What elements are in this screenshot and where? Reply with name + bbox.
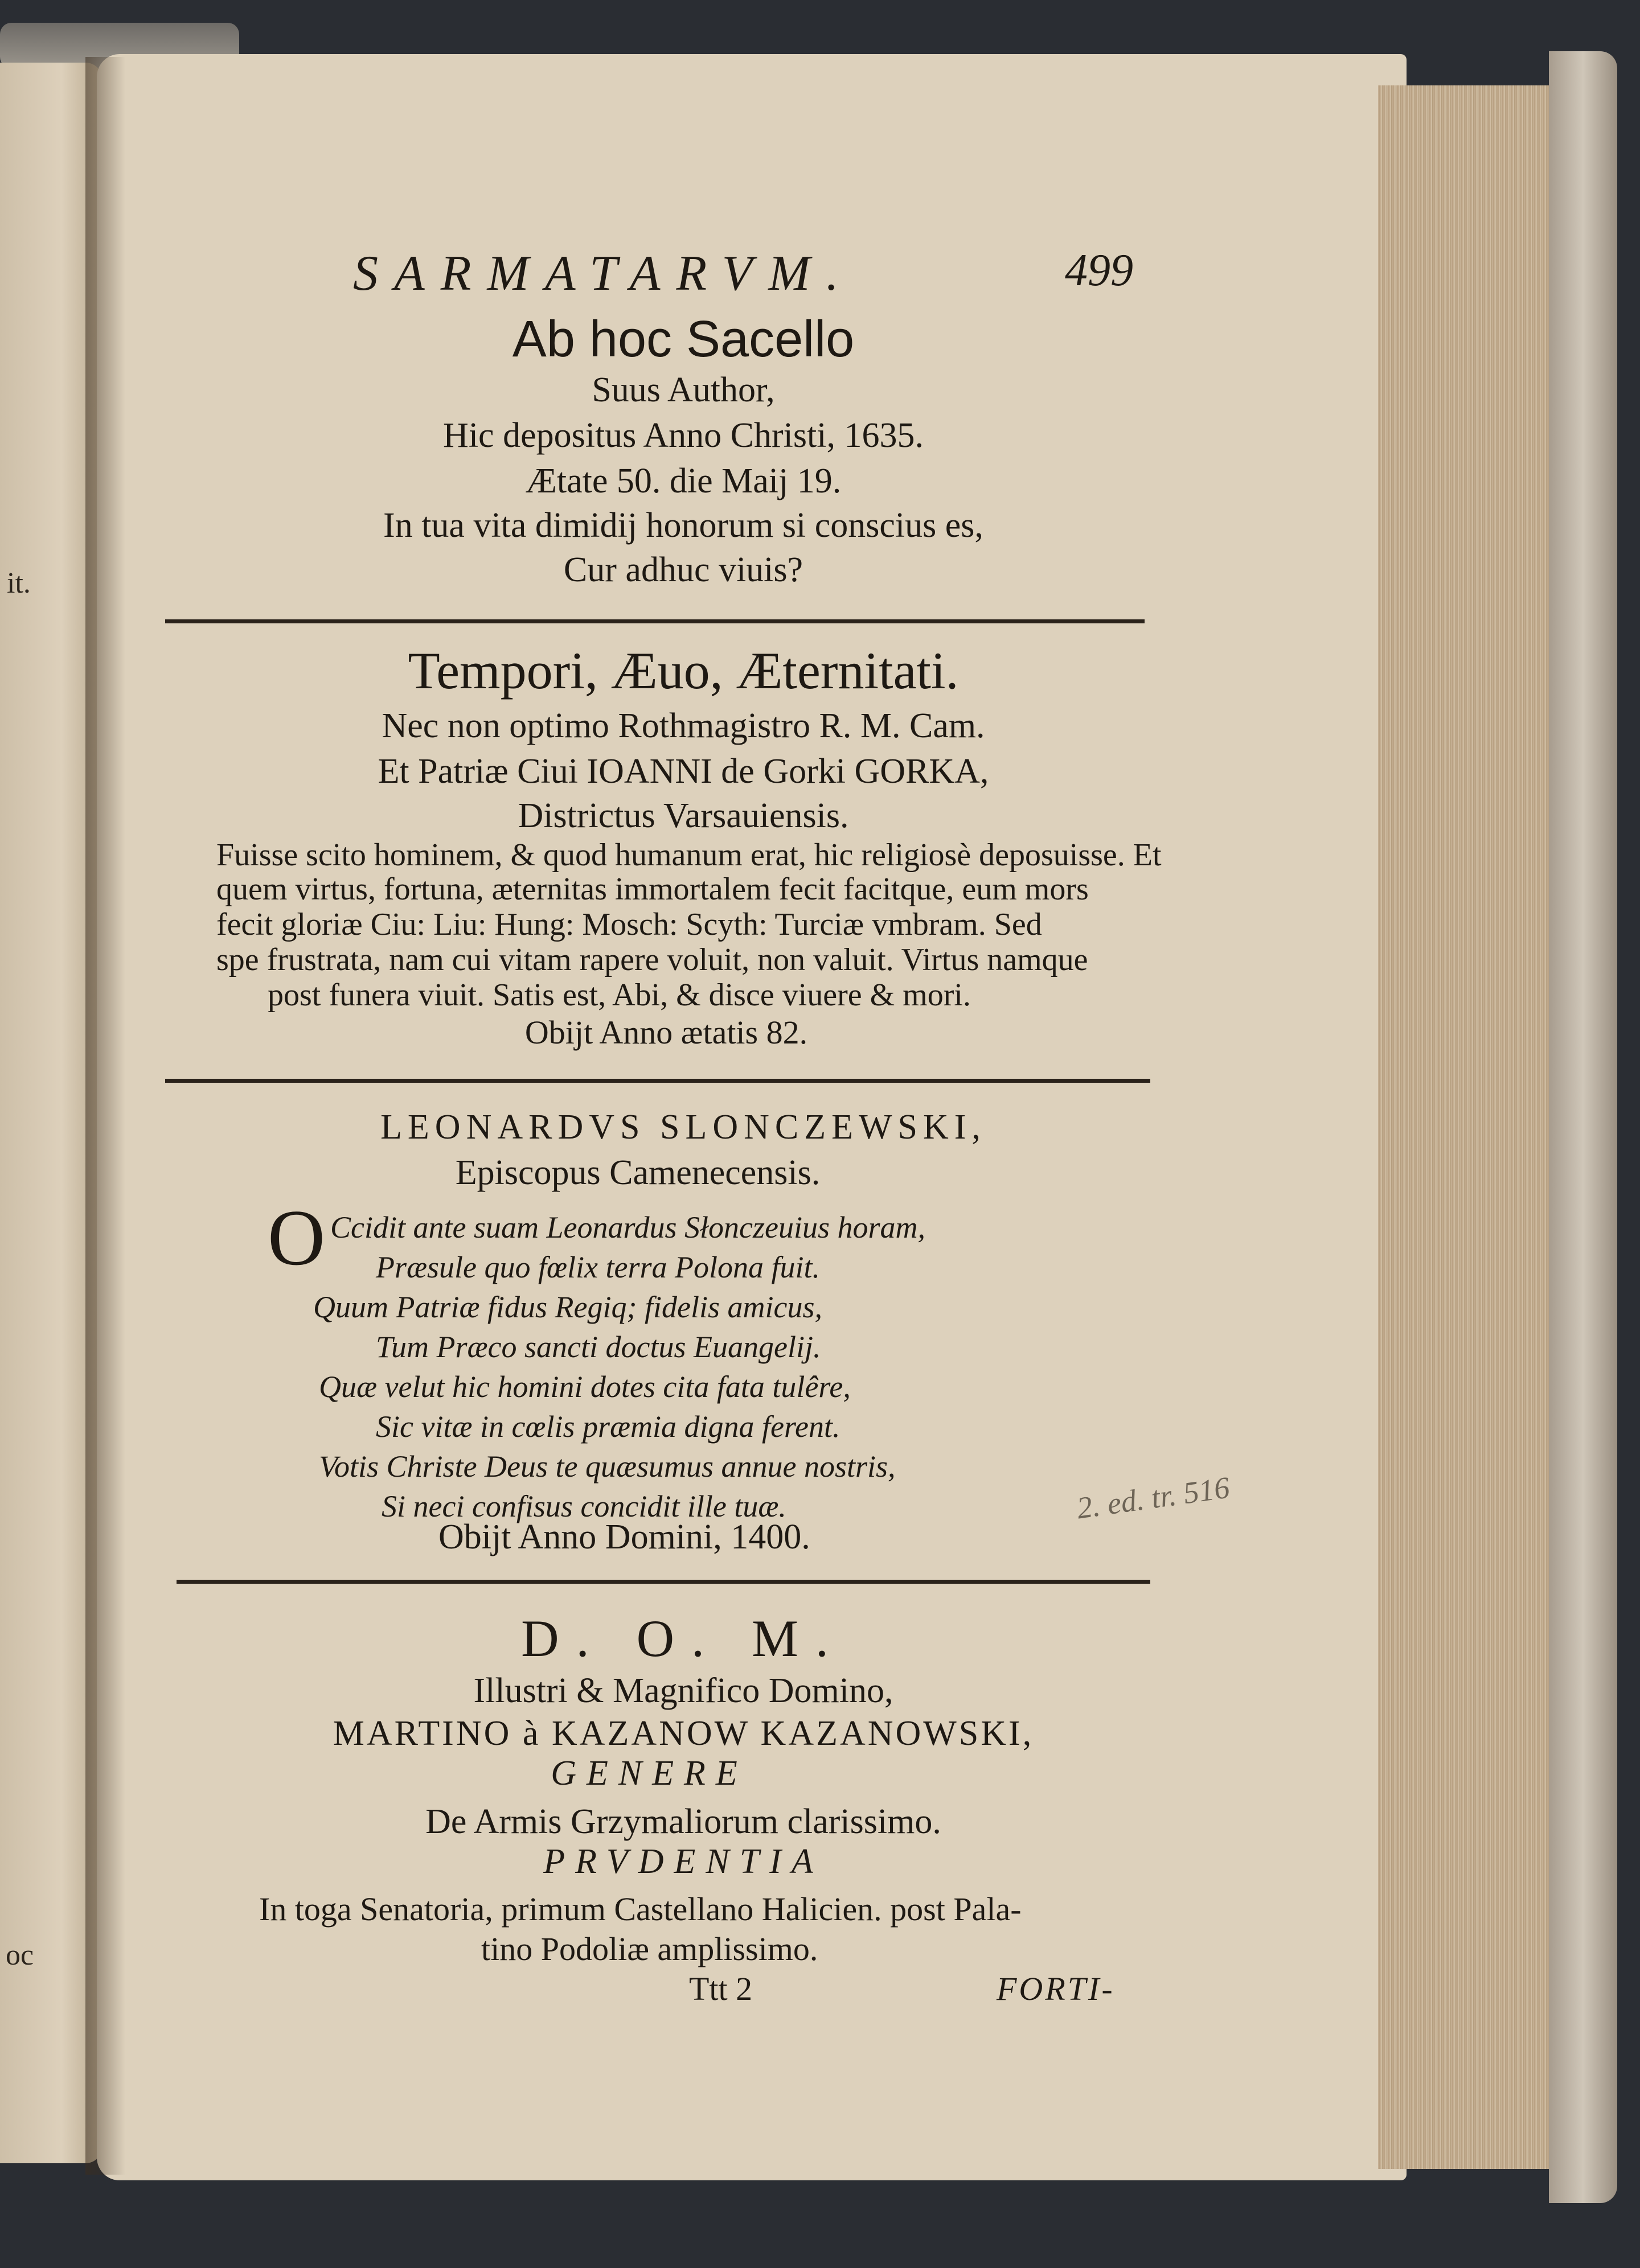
inscription-title: Tempori, Æuo, Æternitati. [408, 642, 959, 700]
verse-line: Ccidit ante suam Leonardus Słonczeuius horam, [330, 1210, 925, 1244]
inscription-line: Suus Author, [592, 371, 775, 409]
divider-rule [177, 1580, 1150, 1584]
divider-rule [165, 1079, 1150, 1083]
verse-line: Sic vitæ in cœlis præmia digna ferent. [376, 1410, 840, 1444]
running-head: SARMATARVM. [353, 246, 855, 301]
obit-line: Obijt Anno Domini, 1400. [438, 1518, 810, 1556]
body-line: fecit gloriæ Ciu: Liu: Hung: Mosch: Scyth: Turciæ vmbram. Sed [216, 907, 1042, 942]
inscription-line: GENERE [551, 1754, 748, 1793]
verse-line: Si neci confisus concidit ille tuæ. [382, 1489, 786, 1523]
verse-line: Tum Præco sancti doctus Euangelij. [376, 1330, 821, 1364]
section-heading: D. O. M. [521, 1609, 846, 1667]
verse-line: Præsule quo fœlix terra Polona fuit. [376, 1250, 820, 1284]
person-title: Episcopus Camenecensis. [455, 1153, 821, 1192]
inscription-line: Districtus Varsauiensis. [518, 796, 849, 835]
person-name: LEONARDVS SLONCZEWSKI, [380, 1108, 986, 1147]
inscription-line: Nec non optimo Rothmagistro R. M. Cam. [382, 706, 985, 745]
inscription-line: PRVDENTIA [543, 1842, 823, 1881]
left-page-fragment: it. [7, 567, 31, 599]
inscription-line: Cur adhuc viuis? [563, 550, 803, 589]
inscription-line: Hic depositus Anno Christi, 1635. [443, 416, 924, 455]
divider-rule [165, 619, 1145, 623]
inscription-line: MARTINO à KAZANOW KAZANOWSKI, [333, 1714, 1034, 1753]
body-line: post funera viuit. Satis est, Abi, & disce viuere & mori. [268, 977, 971, 1013]
inscription-line: De Armis Grzymaliorum clarissimo. [425, 1802, 941, 1841]
inscription-line: Ætate 50. die Maij 19. [525, 462, 842, 500]
verse-line: Votis Christe Deus te quæsumus annue nostris, [319, 1449, 896, 1484]
left-page-fragment: oc [6, 1939, 34, 1971]
verse-line: Quæ velut hic homini dotes cita fata tulêre, [319, 1370, 851, 1404]
book-cover [1549, 51, 1617, 2203]
verse-line: Quum Patriæ fidus Regiq; fidelis amicus, [313, 1290, 822, 1324]
drop-cap: O [268, 1194, 326, 1282]
obit-line: Obijt Anno ætatis 82. [524, 1014, 808, 1051]
signature-mark: Ttt 2 [689, 1970, 753, 2007]
inscription-line: Et Patriæ Ciui IOANNI de Gorki GORKA, [378, 752, 989, 791]
inscription-line: In tua vita dimidij honorum si conscius es, [383, 506, 983, 545]
body-line: Fuisse scito hominem, & quod humanum erat, hic religiosè deposuisse. Et [216, 837, 1162, 873]
inscription-line: tino Podoliæ amplissimo. [481, 1930, 818, 1967]
body-line: quem virtus, fortuna, æternitas immortalem fecit facitque, eum mors [216, 872, 1089, 907]
inscription-line: Illustri & Magnifico Domino, [473, 1671, 893, 1710]
inscription-heading: Ab hoc Sacello [512, 311, 855, 368]
handwritten-note: 2. ed. tr. 516 [1075, 1470, 1232, 1526]
body-line: spe frustrata, nam cui vitam rapere voluit, non valuit. Virtus namque [216, 942, 1088, 977]
inscription-line: In toga Senatoria, primum Castellano Halicien. post Pala- [259, 1891, 1022, 1928]
catchword: FORTI- [997, 1970, 1115, 2007]
page-number: 499 [1065, 245, 1133, 295]
